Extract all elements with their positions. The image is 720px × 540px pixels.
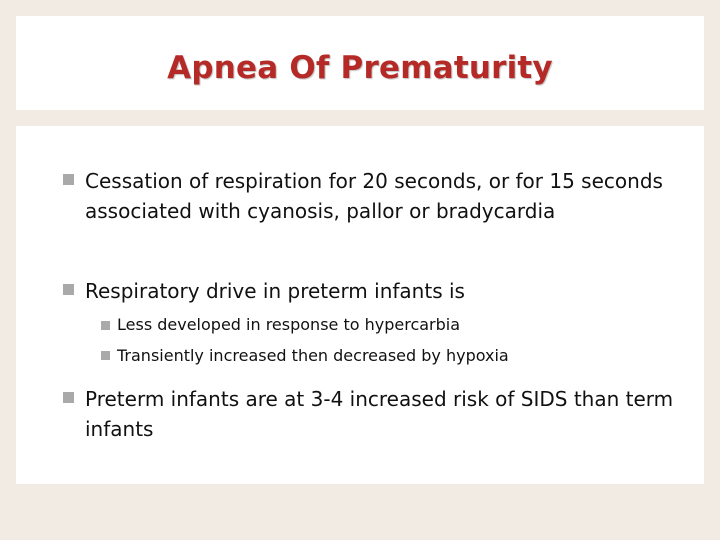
sub-bullet-marker xyxy=(101,351,110,360)
bullet-item-sids-risk: Preterm infants are at 3-4 increased risk of SIDS than term infants xyxy=(85,387,674,441)
sub-bullet-marker xyxy=(101,321,110,330)
bullet-marker xyxy=(63,284,74,295)
bullet-item-cessation: Cessation of respiration for 20 seconds, or for 15 seconds associated with cyanosis, pallor or bradycardia xyxy=(85,169,663,223)
bullet-marker xyxy=(63,392,74,403)
sub-bullet-hypercarbia: Less developed in response to hypercarbia xyxy=(117,315,461,334)
bullet-marker xyxy=(63,174,74,185)
sub-bullet-hypoxia: Transiently increased then decreased by hypoxia xyxy=(117,346,509,365)
bullet-item-respiratory-drive: Respiratory drive in preterm infants is xyxy=(85,279,465,303)
slide-title: Apnea Of Prematurity xyxy=(167,50,553,86)
